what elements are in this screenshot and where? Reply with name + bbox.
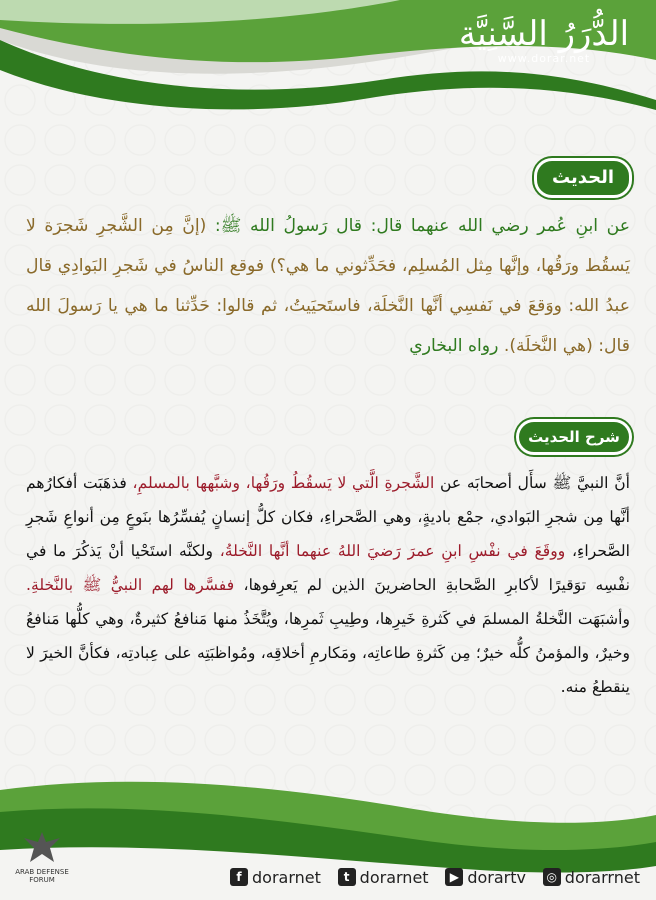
sharh-part-2: فذهَبَت أفكارُهم أنَّها مِن شجرِ البَوادي، جمْع باديةٍ، وهي الصَّحراءِ، فكان كلُّ إنسانٍ يُفسِّرُها بنَوعٍ مِن أنواعِ شَجرِ الصَّحراءِ، (26, 474, 630, 560)
social-footer (230, 862, 640, 892)
sharh-highlight-2: ووقَعَ في نفْسِ ابنِ عمرَ رَضيَ اللهُ عنهما أنَّها النَّخلةُ، (219, 542, 566, 560)
hadith-text (26, 206, 630, 366)
sharh-part-1: أنَّ النبيَّ ﷺ سأَل أصحابَه عن (434, 474, 630, 492)
social-facebook[interactable] (230, 868, 321, 887)
forum-emblem (12, 828, 72, 888)
logo-arabic: الدُّرَرُ السَّنِيَّة (458, 14, 630, 54)
social-youtube[interactable] (445, 868, 526, 887)
hadith-narrator: عن ابنِ عُمر رضي الله عنهما قال: (362, 216, 630, 236)
facebook-icon: f (230, 868, 248, 886)
hadith-source: رواه البخاري (409, 336, 499, 356)
hadith-body: (إنَّ مِن الشَّجرِ شَجرَة لا يَسقُط ورَقُها، وإنَّها مِثل المُسلِم، فحَدِّثوني ما هي؟) فوقع الناسُ في شَجرِ البَوادِي قال عبدُ الله: ووَقعَ في نَفسِي أنَّها النَّخلَة، فاستَحيَيتُ، ثم قالوا: حَدِّثنا ما هي يا رَسولَ الله قال: (هي النَّخلَة). (26, 216, 630, 356)
sharh-part-3: ولكنَّه استَحْيا أنْ يَذكُرَ ما في نفْسِه توَقيرًا لأكابرِ الصَّحابةِ الحاضرينَ الذين لم يَعرِفوها، (26, 542, 630, 594)
sharh-highlight-3: ففسَّرها لهم النبيُّ ﷺ بالنَّخلةِ. (26, 576, 235, 594)
section-sharh-badge: شرح الحديث (516, 419, 632, 455)
instagram-handle: dorarrnet (564, 867, 640, 887)
section-hadith-badge: الحديث (534, 158, 632, 198)
instagram-icon: ◎ (543, 868, 561, 886)
sharh-part-4: وأشبَهَت النَّخلةُ المسلمَ في كَثرةِ خَيرِها، وطِيبِ ثَمرِها، ويُتَّخَذُ منها مَنافعُ كثيرةٌ، وهي كلُّها مَنافعُ وخيرٌ، والمؤمنُ كلُّه خيرٌ؛ مِن كَثرةِ طاعاتِه، ومَكارمِ أخلاقِه، ومُواظبَتِه على عِبادتِه، فكأنَّ الخيرَ لا ينقطعُ منه. (26, 610, 630, 696)
youtube-icon: ▶ (445, 868, 463, 886)
twitter-icon: t (338, 868, 356, 886)
logo-site: www.dorar.net (497, 52, 591, 65)
facebook-handle: dorarnet (252, 867, 321, 887)
social-twitter[interactable] (338, 868, 429, 887)
sharh-text (26, 466, 630, 704)
youtube-handle: dorartv (467, 867, 526, 887)
social-instagram[interactable] (543, 868, 640, 887)
eagle-emblem-icon (22, 828, 62, 866)
twitter-handle: dorarnet (359, 867, 429, 887)
sharh-highlight-1: الشَّجرةِ الَّتي لا يَسقُطُ ورَقُها، وشبَّهها بالمسلمِ، (132, 474, 435, 492)
emblem-text: ARAB DEFENSE FORUM (15, 868, 69, 884)
brand-logo (454, 14, 634, 65)
hadith-intro: قال رَسولُ الله ﷺ: (206, 216, 363, 236)
